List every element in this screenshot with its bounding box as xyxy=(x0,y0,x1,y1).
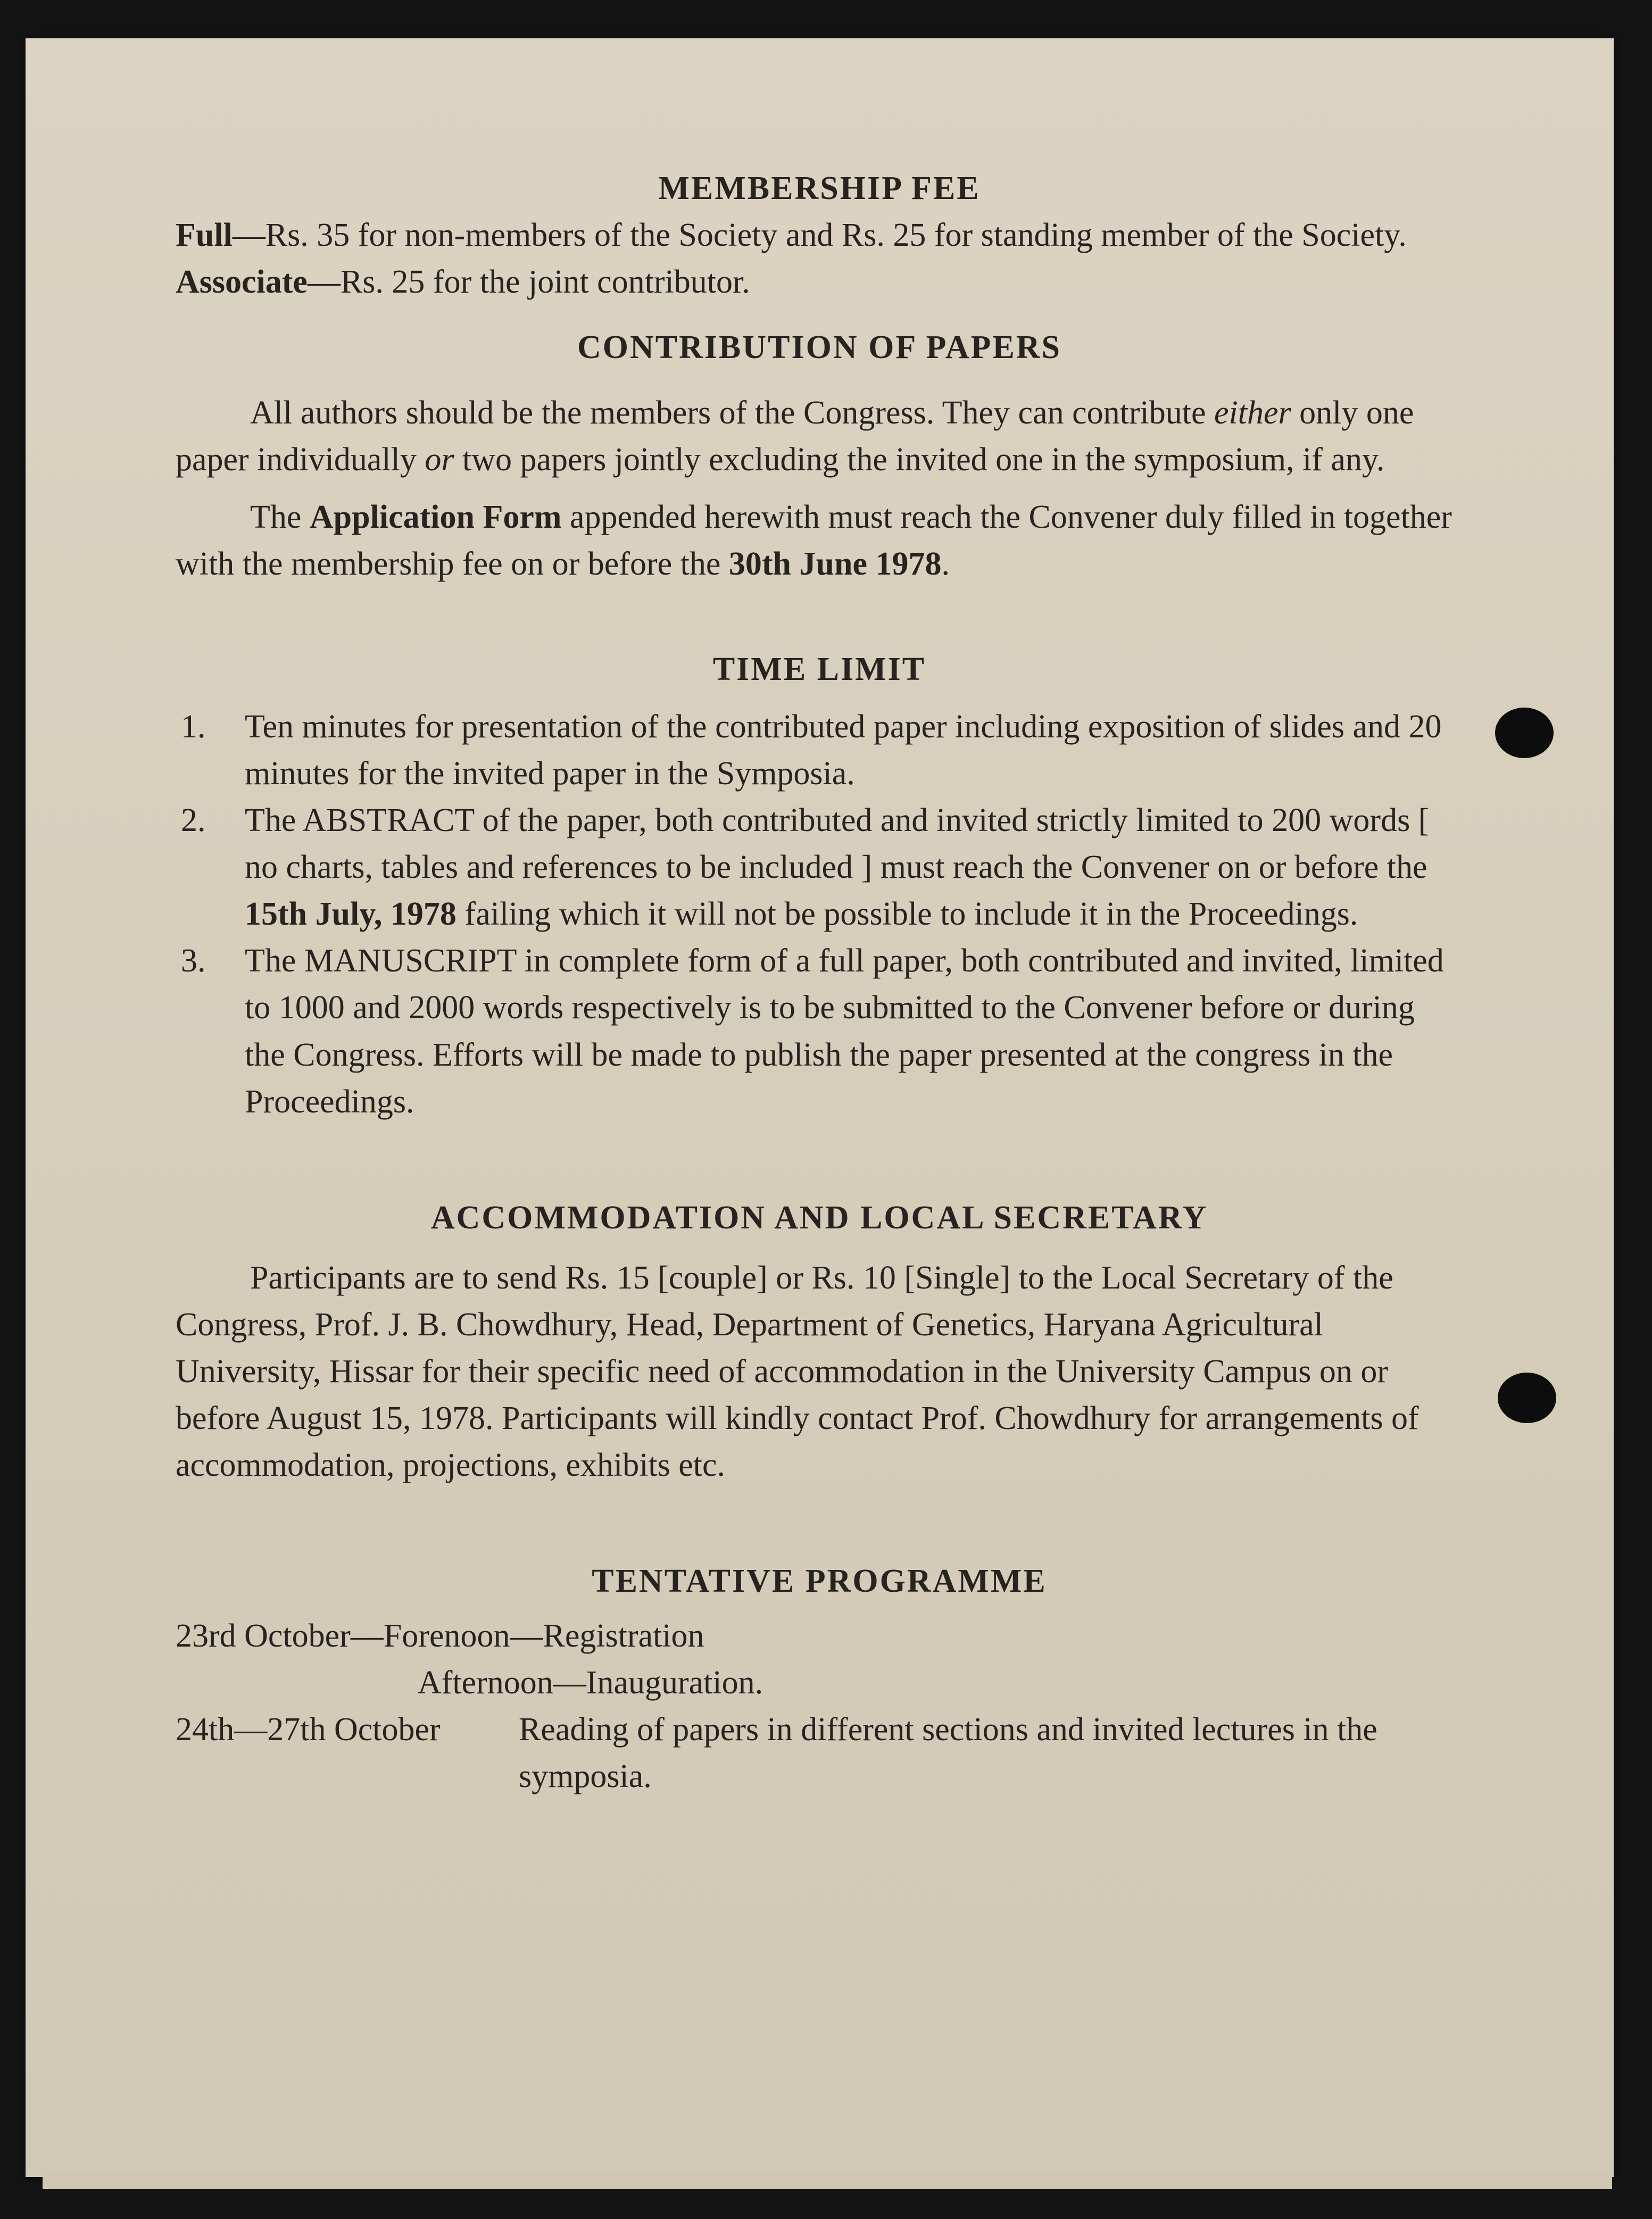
programme-line-1: 23rd October—Forenoon—Registration xyxy=(176,1617,704,1654)
time-limit-list xyxy=(176,703,1463,1125)
programme-heading: TENTATIVE PROGRAMME xyxy=(592,1563,1047,1599)
associate-text: —Rs. 25 for the joint contributor. xyxy=(307,264,750,301)
paper-edge xyxy=(43,2173,1612,2189)
full-label: Full xyxy=(176,217,233,254)
membership-associate xyxy=(176,259,1463,305)
accommodation-heading: ACCOMMODATION AND LOCAL SECRETARY xyxy=(430,1199,1208,1236)
list-item: 3. The MANUSCRIPT in complete form of a full paper, both contributed and invited, limited to 1000 and 2000 words respectively is to be submitted to the Convener before or during the Congress. Efforts will be made to publish the paper presented at the congress in the Proceedings. xyxy=(181,943,1444,1120)
list-item: 2. The ABSTRACT of the paper, both contributed and invited strictly limited to 200 words [ no charts, tables and references to be included ] must reach the Convener on or before the 15th July, 1978 failing which it will not be possible to include it in the Proceedings. xyxy=(181,802,1430,933)
contribution-paragraph-1: All authors should be the members of the Congress. They can contribute either only one paper individually or two papers jointly excluding the invited one in the symposium, if any. xyxy=(176,395,1414,478)
programme-line-2: Afternoon—Inauguration. xyxy=(418,1664,763,1701)
contribution-heading: CONTRIBUTION OF PAPERS xyxy=(577,329,1061,366)
programme-description: Reading of papers in different sections and invited lectures in the symposia. xyxy=(519,1711,1377,1794)
contribution-paragraph-2: The Application Form appended herewith must reach the Convener duly filled in together with the membership fee on or before the 30th June 1978. xyxy=(176,499,1452,583)
programme-dates: 24th—27th October xyxy=(176,1711,441,1748)
membership-fee-heading: MEMBERSHIP FEE xyxy=(658,170,981,206)
time-limit-heading: TIME LIMIT xyxy=(712,651,926,688)
membership-full xyxy=(176,212,1463,259)
programme-line-3 xyxy=(176,1706,1463,1800)
punch-hole-upper xyxy=(1495,708,1554,758)
list-item: 1. Ten minutes for presentation of the contributed paper including exposition of slides and 20 minutes for the invited paper in the Symposia. xyxy=(181,709,1442,792)
accommodation-paragraph: Participants are to send Rs. 15 [couple] or Rs. 10 [Single] to the Local Secretary of the Congress, Prof. J. B. Chowdhury, Head, Department of Genetics, Haryana Agricultural University, Hissar for their specific need of accommodation in the University Campus on or before August 15, 1978. Participants will kindly contact Prof. Chowdhury for arrangements of accommodation, projections, exhibits etc. xyxy=(176,1259,1419,1483)
document-content xyxy=(176,165,1463,1800)
associate-label: Associate xyxy=(176,264,308,301)
full-text: —Rs. 35 for non-members of the Society and Rs. 25 for standing member of the Society. xyxy=(232,217,1407,254)
punch-hole-lower xyxy=(1498,1373,1556,1423)
